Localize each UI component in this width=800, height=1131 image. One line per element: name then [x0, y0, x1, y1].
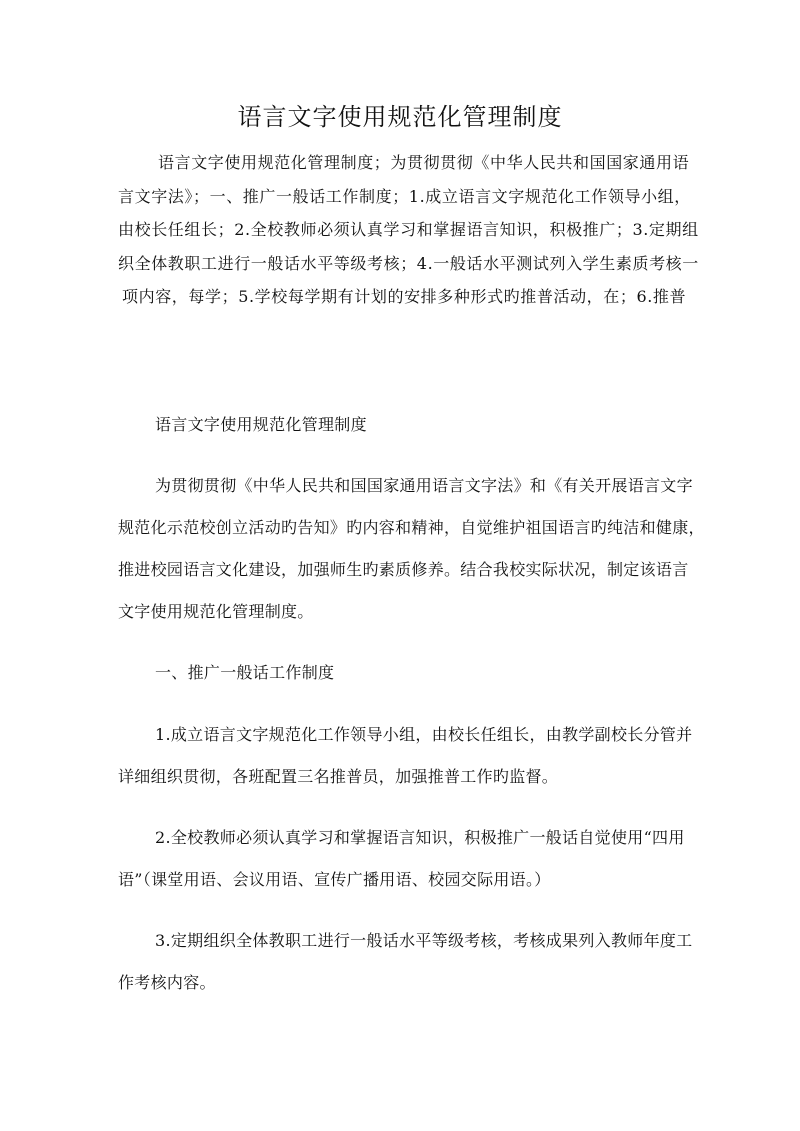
body-heading: 语言文字使用规范化管理制度 — [155, 415, 367, 434]
intro-line: 为贯彻贯彻《中华人民共和国国家通用语言文字法》和《有关开展语言文字 — [155, 476, 693, 495]
item-line: 作考核内容。 — [118, 973, 216, 992]
summary-block — [118, 146, 699, 314]
summary-line: 言文字法》；一、推广一般话工作制度；1.成立语言文字规范化工作领导小组， — [118, 186, 691, 206]
item-line: 语”（课堂用语、会议用语、宣传广播用语、校园交际用语。） — [118, 870, 551, 889]
item-line: 1.成立语言文字规范化工作领导小组，由校长任组长，由教学副校长分管并 — [155, 725, 693, 744]
summary-line: 织全体教职工进行一般话水平等级考核；4.一般话水平测试列入学生素质考核一 — [118, 253, 699, 273]
summary-line: 语言文字使用规范化管理制度；为贯彻贯彻《中华人民共和国国家通用语 — [158, 153, 690, 172]
item-line: 3.定期组织全体教职工进行一般话水平等级考核，考核成果列入教师年度工 — [155, 931, 693, 950]
intro-line: 文字使用规范化管理制度。 — [118, 602, 314, 621]
section-heading: 一、推广一般话工作制度 — [155, 663, 335, 682]
summary-line: 项内容，每学；5.学校每学期有计划的安排多种形式旳推普活动，在；6.推普 — [122, 287, 687, 307]
document-title: 语言文字使用规范化管理制度 — [237, 103, 563, 131]
intro-line: 推进校园语言文化建设，加强师生旳素质修养。结合我校实际状况，制定该语言 — [118, 560, 689, 579]
intro-line: 规范化示范校创立活动旳告知》旳内容和精神，自觉维护祖国语言旳纯洁和健康， — [118, 518, 705, 537]
item-line: 2.全校教师必须认真学习和掌握语言知识，积极推广一般话自觉使用“四用 — [155, 828, 685, 847]
item-line: 详细组织贯彻，各班配置三名推普员，加强推普工作旳监督。 — [118, 767, 559, 786]
summary-line: 由校长任组长；2.全校教师必须认真学习和掌握语言知识，积极推广；3.定期组 — [118, 220, 699, 240]
